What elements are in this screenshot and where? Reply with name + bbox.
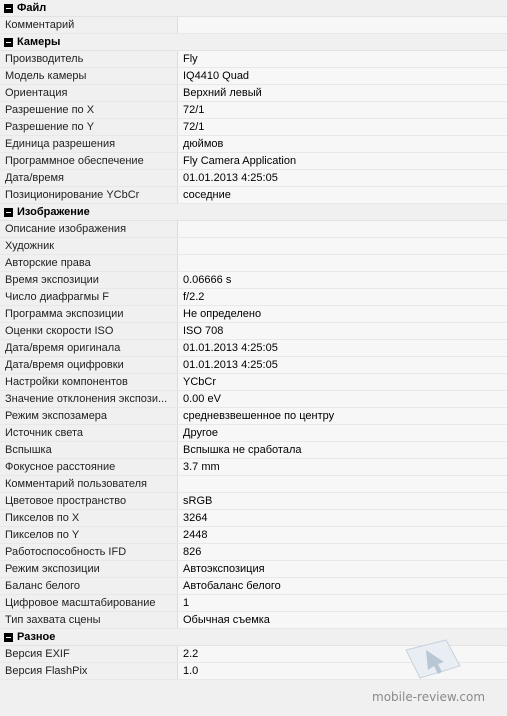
property-value[interactable]: Fly Camera Application — [178, 153, 507, 169]
property-value[interactable]: 2448 — [178, 527, 507, 543]
property-name: Число диафрагмы F — [0, 289, 171, 305]
category-title: Файл — [17, 1, 47, 14]
column-divider — [171, 357, 178, 373]
property-value[interactable]: Автоэкспозиция — [178, 561, 507, 577]
property-value[interactable]: 0.00 eV — [178, 391, 507, 407]
mobile-review-logo — [400, 636, 464, 684]
property-value[interactable]: Обычная съемка — [178, 612, 507, 628]
property-row[interactable] — [0, 102, 507, 119]
column-divider — [171, 476, 178, 492]
property-row[interactable] — [0, 153, 507, 170]
property-name: Ориентация — [0, 85, 171, 101]
property-row[interactable] — [0, 306, 507, 323]
property-row[interactable] — [0, 68, 507, 85]
property-row[interactable] — [0, 187, 507, 204]
category-header[interactable] — [0, 0, 507, 17]
property-row[interactable] — [0, 510, 507, 527]
property-row[interactable] — [0, 527, 507, 544]
property-row[interactable] — [0, 595, 507, 612]
property-value[interactable]: дюймов — [178, 136, 507, 152]
column-divider — [171, 408, 178, 424]
property-value[interactable]: 01.01.2013 4:25:05 — [178, 170, 507, 186]
property-row[interactable] — [0, 170, 507, 187]
collapse-icon[interactable] — [4, 4, 13, 13]
property-row[interactable] — [0, 136, 507, 153]
category-header[interactable] — [0, 34, 507, 51]
property-name: Программное обеспечение — [0, 153, 171, 169]
column-divider — [171, 391, 178, 407]
property-name: Программа экспозиции — [0, 306, 171, 322]
property-name: Оценки скорости ISO — [0, 323, 171, 339]
column-divider — [171, 51, 178, 67]
property-value[interactable]: 826 — [178, 544, 507, 560]
column-divider — [171, 170, 178, 186]
column-divider — [171, 289, 178, 305]
property-name: Разрешение по Y — [0, 119, 171, 135]
property-name: Версия EXIF — [0, 646, 171, 662]
column-divider — [171, 459, 178, 475]
category-title: Изображение — [17, 205, 90, 218]
column-divider — [171, 323, 178, 339]
property-value[interactable]: средневзвешенное по центру — [178, 408, 507, 424]
property-name: Комментарий — [0, 17, 171, 33]
property-row[interactable] — [0, 391, 507, 408]
column-divider — [171, 374, 178, 390]
property-value[interactable] — [178, 221, 507, 237]
property-row[interactable] — [0, 476, 507, 493]
property-row[interactable] — [0, 578, 507, 595]
column-divider — [171, 544, 178, 560]
property-value[interactable] — [178, 255, 507, 271]
property-row[interactable] — [0, 612, 507, 629]
column-divider — [171, 561, 178, 577]
column-divider — [171, 238, 178, 254]
column-divider — [171, 663, 178, 679]
column-divider — [171, 85, 178, 101]
property-row[interactable] — [0, 357, 507, 374]
property-name: Пикселов по Y — [0, 527, 171, 543]
watermark-text: mobile-review.com — [372, 690, 486, 704]
column-divider — [171, 425, 178, 441]
property-value[interactable]: 3.7 mm — [178, 459, 507, 475]
property-row[interactable] — [0, 425, 507, 442]
column-divider — [171, 68, 178, 84]
property-row[interactable] — [0, 17, 507, 34]
property-name: Работоспособность IFD — [0, 544, 171, 560]
collapse-icon[interactable] — [4, 208, 13, 217]
property-row[interactable] — [0, 238, 507, 255]
property-name: Авторские права — [0, 255, 171, 271]
property-name: Значение отклонения экспози... — [0, 391, 171, 407]
column-divider — [171, 17, 178, 33]
property-value[interactable]: 1.0 — [178, 663, 507, 679]
property-name: Настройки компонентов — [0, 374, 171, 390]
column-divider — [171, 102, 178, 118]
property-name: Модель камеры — [0, 68, 171, 84]
property-row[interactable] — [0, 408, 507, 425]
property-name: Дата/время оригинала — [0, 340, 171, 356]
property-value[interactable]: IQ4410 Quad — [178, 68, 507, 84]
property-row[interactable] — [0, 340, 507, 357]
property-value[interactable]: Другое — [178, 425, 507, 441]
column-divider — [171, 510, 178, 526]
column-divider — [171, 187, 178, 203]
property-value[interactable]: ISO 708 — [178, 323, 507, 339]
property-value[interactable]: 1 — [178, 595, 507, 611]
property-value[interactable]: 72/1 — [178, 102, 507, 118]
collapse-icon[interactable] — [4, 633, 13, 642]
column-divider — [171, 493, 178, 509]
property-row[interactable] — [0, 289, 507, 306]
property-name: Пикселов по X — [0, 510, 171, 526]
property-value[interactable]: Не определено — [178, 306, 507, 322]
property-name: Разрешение по X — [0, 102, 171, 118]
property-value[interactable]: 3264 — [178, 510, 507, 526]
property-name: Позиционирование YCbCr — [0, 187, 171, 203]
property-name: Описание изображения — [0, 221, 171, 237]
property-row[interactable] — [0, 255, 507, 272]
property-value[interactable]: 01.01.2013 4:25:05 — [178, 357, 507, 373]
category-title: Разное — [17, 630, 56, 643]
column-divider — [171, 340, 178, 356]
property-value[interactable] — [178, 476, 507, 492]
property-value[interactable]: sRGB — [178, 493, 507, 509]
property-name: Время экспозиции — [0, 272, 171, 288]
property-name: Производитель — [0, 51, 171, 67]
property-row[interactable] — [0, 51, 507, 68]
property-value[interactable]: Fly — [178, 51, 507, 67]
column-divider — [171, 255, 178, 271]
property-name: Дата/время — [0, 170, 171, 186]
property-row[interactable] — [0, 544, 507, 561]
column-divider — [171, 595, 178, 611]
property-value[interactable]: соседние — [178, 187, 507, 203]
property-value[interactable]: f/2.2 — [178, 289, 507, 305]
property-name: Художник — [0, 238, 171, 254]
property-name: Дата/время оцифровки — [0, 357, 171, 373]
property-row[interactable] — [0, 493, 507, 510]
property-value[interactable] — [178, 238, 507, 254]
property-row[interactable] — [0, 119, 507, 136]
property-name: Единица разрешения — [0, 136, 171, 152]
column-divider — [171, 306, 178, 322]
column-divider — [171, 612, 178, 628]
property-name: Режим экспозамера — [0, 408, 171, 424]
property-name: Тип захвата сцены — [0, 612, 171, 628]
property-name: Цветовое пространство — [0, 493, 171, 509]
category-header[interactable] — [0, 204, 507, 221]
column-divider — [171, 272, 178, 288]
property-row[interactable] — [0, 272, 507, 289]
property-name: Баланс белого — [0, 578, 171, 594]
column-divider — [171, 221, 178, 237]
property-name: Режим экспозиции — [0, 561, 171, 577]
property-value[interactable]: Вспышка не сработала — [178, 442, 507, 458]
property-row[interactable] — [0, 459, 507, 476]
column-divider — [171, 527, 178, 543]
property-name: Цифровое масштабирование — [0, 595, 171, 611]
property-value[interactable] — [178, 17, 507, 33]
property-value[interactable]: 01.01.2013 4:25:05 — [178, 340, 507, 356]
property-value[interactable]: Автобаланс белого — [178, 578, 507, 594]
property-row[interactable] — [0, 561, 507, 578]
column-divider — [171, 442, 178, 458]
category-title: Камеры — [17, 35, 61, 48]
property-row[interactable] — [0, 85, 507, 102]
column-divider — [171, 578, 178, 594]
property-value[interactable]: Верхний левый — [178, 85, 507, 101]
column-divider — [171, 136, 178, 152]
property-name: Комментарий пользователя — [0, 476, 171, 492]
property-row[interactable] — [0, 323, 507, 340]
property-name: Версия FlashPix — [0, 663, 171, 679]
collapse-icon[interactable] — [4, 38, 13, 47]
column-divider — [171, 119, 178, 135]
property-name: Вспышка — [0, 442, 171, 458]
property-row[interactable] — [0, 374, 507, 391]
property-value[interactable]: 72/1 — [178, 119, 507, 135]
property-value[interactable]: YCbCr — [178, 374, 507, 390]
property-row[interactable] — [0, 442, 507, 459]
property-value[interactable]: 0.06666 s — [178, 272, 507, 288]
column-divider — [171, 153, 178, 169]
property-row[interactable] — [0, 221, 507, 238]
property-name: Источник света — [0, 425, 171, 441]
column-divider — [171, 646, 178, 662]
property-value[interactable]: 2.2 — [178, 646, 507, 662]
property-name: Фокусное расстояние — [0, 459, 171, 475]
